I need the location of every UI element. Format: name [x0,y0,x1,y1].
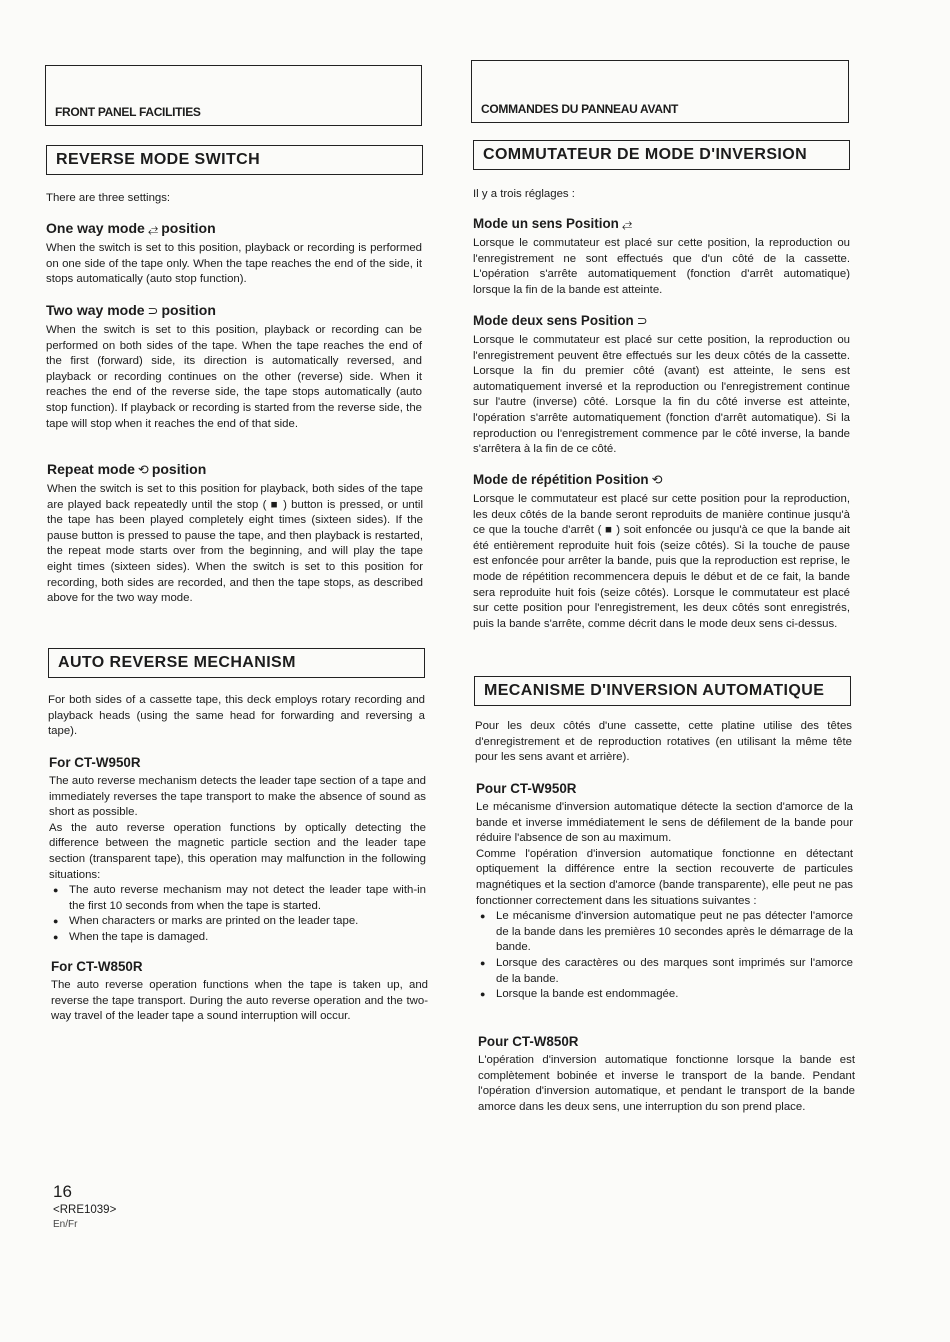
repeat-icon: ⟲ [651,472,663,487]
commutateur-title: COMMUTATEUR DE MODE D'INVERSION [473,140,850,170]
two-way-icon: ⊃ [147,303,159,318]
reverse-mode-intro-block [46,191,423,207]
repeat-icon: ⟲ [137,462,149,477]
mode-repetition-heading: Mode de répétition Position ⟲ [473,472,663,487]
mode-un-sens-heading: Mode un sens Position ⥄ [473,216,633,231]
page-footer [53,1182,116,1232]
ct-w950r-heading: For CT-W950R [49,755,141,770]
mode-deux-sens-text: Lorsque le commutateur est placé sur cette position, la reproduction ou l'enregistrement peuvent être effectués sur les deux côtés de la cassette. Lorsque la fin du premier côté (avant) est atteinte, le sens est automatiquement inversé et la reproduction ou l'enregistrement continue sur l'autre (inverse) côté. Lorsque la fin du côté inverse est atteinte, l'opération s'arrête automatiquement (fonction d'arrêt automatique). Si la reproduction ou l'enregistrement commence par le côté inverse, la bande s'arrêtera à la fin de ce côté. [473,334,850,456]
commutateur-intro-block [473,187,850,203]
auto-reverse-intro-block [48,693,425,740]
english-header-box [45,65,422,126]
pour-ct-w950r-section [476,781,853,1003]
one-way-mode-heading: One way mode ⥄ position [46,220,216,236]
english-header-label: FRONT PANEL FACILITIES [55,105,201,119]
ct-w950r-section [49,755,426,946]
pour-ct-w850r-section [478,1034,855,1115]
pour-ct-w950r-heading: Pour CT-W950R [476,781,577,796]
one-way-icon: ⥄ [621,216,633,231]
document-code: <RRE1039> [53,1204,117,1216]
list-item: ● Lorsque des caractères ou des marques sont imprimés sur l'amorce de la bande. [476,956,853,987]
page-number: 16 [53,1182,72,1201]
list-item: ● The auto reverse mechanism may not detect the leader tape with-in the first 10 seconds from when the tape is started. [49,883,426,914]
ct-w950r-text-1: The auto reverse mechanism detects the leader tape section of a tape and immediately reverses the tape transport to make the absence of sound as short as possible. [49,775,426,819]
pour-ct-w950r-text-1: Le mécanisme d'inversion automatique détecte la section d'amorce de la bande et inverse immédiatement le sens de défilement de la bande pour réduire l'absence de son au maximum. [476,801,853,845]
two-way-mode-section [46,302,422,432]
list-item: ● Le mécanisme d'inversion automatique peut ne pas détecter l'amorce de la bande dans les premières 10 secondes après le démarrage de la bande. [476,909,853,956]
mode-repetition-section [473,472,850,632]
one-way-mode-text: When the switch is set to this position, playback or recording is performed on one side of the tape only. When the tape reaches the end of the side, it stops automatically (auto stop function). [46,242,422,286]
ct-w950r-bullet-list [49,883,426,945]
two-way-mode-heading: Two way mode ⊃ position [46,302,216,318]
mode-un-sens-text: Lorsque le commutateur est placé sur cette position, la reproduction ou l'enregistrement ne sont effectués que d'un côté de la cassette. L'opération s'arrête automatiquement (fonction d'arrêt automatique) lorsque la fin de la bande est atteinte. [473,237,850,296]
mecanisme-intro-block [475,719,852,766]
mode-deux-sens-section [473,313,850,458]
pour-ct-w850r-text: L'opération d'inversion automatique fonctionne lorsque la bande est complètement bobinée et inverse le transport de la bande. Pendant l'opération d'inversion automatique, et pendant le transport de la bande amorce dans les deux sens, une interruption du son prend place. [478,1054,855,1113]
mecanisme-title: MECANISME D'INVERSION AUTOMATIQUE [474,676,851,706]
one-way-mode-section [46,220,422,288]
mode-deux-sens-heading: Mode deux sens Position ⊃ [473,313,648,328]
repeat-mode-text: When the switch is set to this position for playback, both sides of the tape are played back repeatedly until the stop ( ■ ) button is pressed, or until the tape has been played completely eight times (sixteen sides). If the pause button is pressed to pause the tape, and then playback is restarted, the repeat mode starts over from the beginning, and will play the tape eight times (sixteen sides). When the switch is set to this position for recording, both sides are recorded, and then the tape stops, as described above for the two way mode. [47,483,423,605]
language-code: En/Fr [53,1219,78,1230]
mode-repetition-text: Lorsque le commutateur est placé sur cette position pour la reproduction, les deux côtés de la bande seront reproduits de manière continue jusqu'à ce que la touche d'arrêt ( ■ ) soit enfoncée ou jusqu'à ce que la bande ait été entièrement reproduite huit fois (seize côtés). Si la touche de pause est enfoncée pour arrêter la bande, puis que la reproduction est reprise, le mode de répétition recommencera depuis le début et de ce fait, la bande sera reproduite huit fois (seize côtés). Lorsque le commutateur est placé sur cette position pour l'enregistrement, les deux côtés sont enregistrés, puis la bande s'arrête, comme décrit dans le mode deux sens ci-dessus. [473,493,850,630]
pour-ct-w950r-text-2: Comme l'opération d'inversion automatique fonctionne en détectant optiquement la différence entre la section recouverte de particules magnétiques et la section d'amorce (bande transparente), elle peut ne pas fonctionner correctement dans les situations suivantes : [476,847,853,907]
ct-w850r-text: The auto reverse operation functions when the tape is taken up, and reverse the tape transport. During the auto reverse operation and the two-way travel of the leader tape a sound interruption will occur. [51,979,428,1023]
reverse-mode-switch-title: REVERSE MODE SWITCH [46,145,423,175]
pour-ct-w950r-bullet-list [476,909,853,1003]
commutateur-intro: Il y a trois réglages : [473,188,575,200]
ct-w950r-text-2: As the auto reverse operation functions by optically detecting the difference between the magnetic particle section and the leader tape section (transparent tape), this operation may malfunction in the following situations: [49,821,426,881]
two-way-mode-text: When the switch is set to this position, playback or recording can be performed on both sides of the tape. When the tape reaches the end of the first (forward) side, its direction is automatically reversed, and playback or recording continues on the other (reverse) side. When it reaches the end of the reverse side, the tape stops automatically (auto stop function). If playback or recording is started from the reverse side, the tape will stop when it reaches the end of that side. [46,324,422,430]
repeat-mode-heading: Repeat mode ⟲ position [47,461,207,477]
auto-reverse-title: AUTO REVERSE MECHANISM [48,648,425,678]
list-item: ● When the tape is damaged. [49,930,426,946]
ct-w850r-section [51,959,428,1025]
repeat-mode-section [47,461,423,607]
two-way-icon: ⊃ [636,313,648,328]
mecanisme-intro: Pour les deux côtés d'une cassette, cette platine utilise des têtes d'enregistrement et de reproduction rotatives (en utilisant la même tête pour les sens avant et arrière). [475,720,852,764]
mode-un-sens-section [473,216,850,298]
reverse-mode-intro: There are three settings: [46,192,171,204]
auto-reverse-intro: For both sides of a cassette tape, this deck employs rotary recording and playback heads (using the same head for forwarding and reversing a tape). [48,694,425,738]
french-header-box [471,60,849,123]
list-item: ● When characters or marks are printed on the leader tape. [49,914,426,930]
french-header-label: COMMANDES DU PANNEAU AVANT [481,102,679,116]
one-way-icon: ⥄ [147,221,159,236]
ct-w850r-heading: For CT-W850R [51,959,143,974]
pour-ct-w850r-heading: Pour CT-W850R [478,1034,579,1049]
list-item: ● Lorsque la bande est endommagée. [476,987,853,1003]
